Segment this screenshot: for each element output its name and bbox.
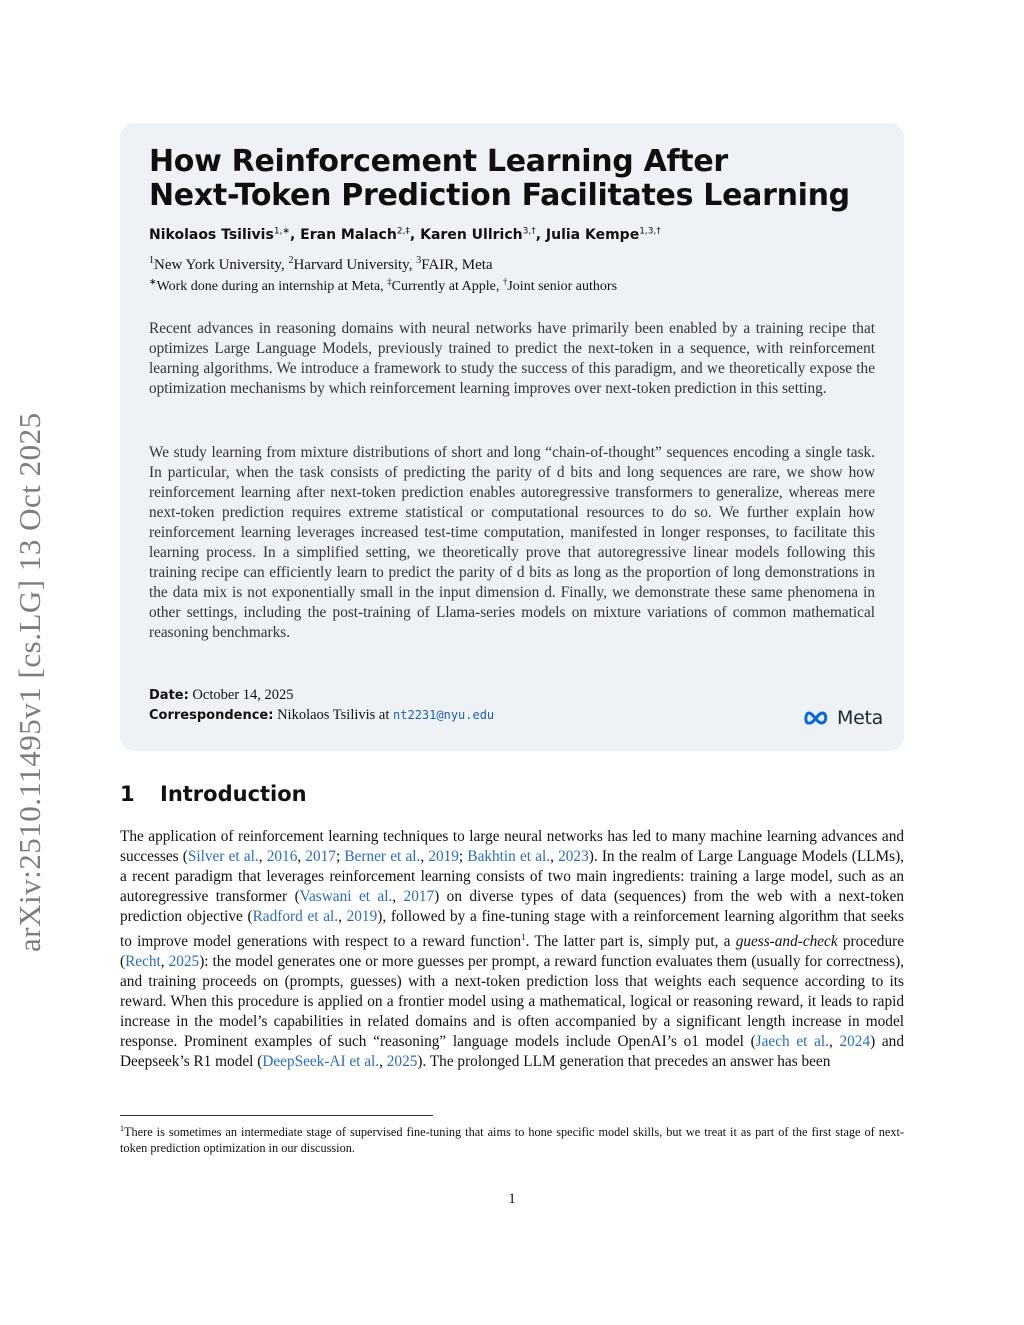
meta-infinity-icon <box>804 709 834 727</box>
abstract-paragraph-1: Recent advances in reasoning domains with neural networks have primarily been enabled by a training recipe that optimizes Large Language Models, previously trained to predict the next-token in a sequence, with reinforcement learning algorithms. We introduce a framework to study the success of this paradigm, and we theoretically expose the optimization mechanisms by which reinforcement learning improves over next-token prediction in this setting. <box>149 320 875 397</box>
citation-link[interactable]: Radford et al. <box>252 908 339 925</box>
title-line-2: Next-Token Prediction Facilitates Learning <box>149 178 850 213</box>
body-text: ), followed by a fine-tuning stage with a reinforcement learning algorithm that seeks to improve model generations with respect to a reward function <box>120 908 905 951</box>
body-text: , <box>550 848 559 865</box>
author: Karen Ullrich$^{3,\dagger}$, <box>420 226 546 243</box>
body-text: , <box>258 848 267 865</box>
author-note: ∗Work done during an internship at Meta, <box>149 276 388 294</box>
author-note: ‡Currently at Apple, <box>387 276 503 294</box>
citation-link[interactable]: Jaech et al. <box>755 1033 829 1051</box>
citation-link[interactable]: 2016 <box>266 848 298 865</box>
emphasis-text: guess-and-check <box>735 933 838 951</box>
meta-wordmark: Meta <box>837 707 883 729</box>
citation-link[interactable]: 2019 <box>346 908 378 925</box>
citation-link[interactable]: Silver et al. <box>187 848 259 865</box>
author-marks: 1,3,† <box>639 226 661 236</box>
body-text: , <box>392 888 404 905</box>
header-card <box>120 123 904 751</box>
abstract-paragraph-2: We study learning from mixture distributions of short and long “chain-of-thought” sequences encoding a single task. In particular, when the task consists of predicting the parity of d bits and long sequences are rare, we show how reinforcement learning after next-token prediction enables autoregressive transformers to generalize, whereas mere next-token prediction requires extreme statistical or computational resources to do so. We further explain how reinforcement learning leverages increased test-time computation, manifested in longer responses, to facilitate this learning process. In a simplified setting, we theoretically prove that autoregressive linear models following this training recipe can efficiently learn to predict the parity of d bits as long as the proportion of long demonstrations in the data mix is not exponentially small in the input dimension d. Finally, we demonstrate these same phenomena in other settings, including the post-training of Llama-series models on mixture variations of common mathematical reasoning benchmarks. <box>149 444 875 641</box>
body-text: procedure ( <box>120 933 904 971</box>
arxiv-identifier-stamp: arXiv:2510.11495v1 [cs.LG] 13 Oct 2025 <box>12 412 47 952</box>
author-marks: 2,‡ <box>396 226 410 236</box>
body-text: , <box>297 848 306 865</box>
affiliations <box>149 255 889 274</box>
correspondence-email-link[interactable]: nt2231@nyu.edu <box>393 708 495 722</box>
body-text: ). In the realm of Large Language Models (LLMs), a recent paradigm that leverages reinforcement learning consists of two main ingredients: training a large model, such as an autoregressive transformer ( <box>120 848 904 905</box>
citation-link[interactable]: Recht <box>125 953 161 971</box>
body-text: . The latter part is, simply put, a <box>525 933 736 951</box>
citation-link[interactable]: 2017 <box>305 848 336 865</box>
page-number: 1 <box>508 1191 516 1207</box>
citation-link[interactable]: 2017 <box>403 888 435 905</box>
footnote <box>120 1121 904 1156</box>
introduction-paragraph <box>120 827 904 1072</box>
author: Nikolaos Tsilivis$^{1,∗}$, <box>149 226 301 243</box>
section-heading <box>120 782 307 806</box>
citation-link[interactable]: DeepSeek-AI et al. <box>262 1053 380 1071</box>
author-note: †Joint senior authors <box>502 276 618 294</box>
author: Julia Kempe$^{1,3,\dagger}$ <box>545 226 661 243</box>
footnote-rule <box>120 1115 433 1116</box>
meta-logo <box>804 706 883 730</box>
body-text: , <box>420 848 429 865</box>
author: Eran Malach$^{2,\ddagger}$, <box>300 226 421 243</box>
date-value: October 14, 2025 <box>192 687 294 703</box>
section-title: Introduction <box>160 782 307 806</box>
body-text: ; <box>335 848 345 865</box>
body-text: , <box>338 908 347 925</box>
citation-link[interactable]: Berner et al. <box>344 848 421 865</box>
paper-title <box>149 145 889 213</box>
author-notes <box>149 276 889 295</box>
affiliation: $^2$Harvard University, <box>288 255 417 273</box>
affiliation: $^1$New York University, <box>149 255 289 273</box>
correspondence-label: Correspondence: <box>149 708 274 723</box>
author-list <box>149 226 889 243</box>
body-text: ) on diverse types of data (sequences) from the web with a next-token prediction objective ( <box>120 888 904 925</box>
author-marks: 3,† <box>522 226 536 236</box>
footnote-reference[interactable]: 1 <box>521 932 526 942</box>
citation-link[interactable]: 2025 <box>386 1053 418 1071</box>
body-text: ). The prolonged LLM generation that precedes an answer has been <box>417 1053 831 1071</box>
section-number: 1 <box>120 782 135 806</box>
title-line-1: How Reinforcement Learning After <box>149 144 728 179</box>
citation-link[interactable]: Vaswani et al. <box>299 888 393 905</box>
affiliation: $^3$FAIR, Meta <box>416 255 493 273</box>
body-text: ; <box>458 848 468 865</box>
correspondence-text: Nikolaos Tsilivis at <box>277 707 390 723</box>
footnote-mark: 1 <box>120 1124 124 1133</box>
citation-link[interactable]: 2023 <box>558 848 589 865</box>
date-label: Date: <box>149 688 189 703</box>
author-marks: 1,∗ <box>273 226 290 236</box>
body-text: , <box>379 1053 387 1071</box>
body-text: The application of reinforcement learning techniques to large neural networks has led to many machine learning advances and successes ( <box>120 828 904 865</box>
footnote-text: There is sometimes an intermediate stage of supervised fine-tuning that aims to hone specific model skills, but we treat it as part of the first stage of next-token prediction optimization in our discussion. <box>120 1125 904 1156</box>
citation-link[interactable]: 2025 <box>168 953 200 971</box>
body-text: ) and Deepseek’s R1 model ( <box>120 1033 904 1071</box>
citation-link[interactable]: 2019 <box>428 848 459 865</box>
citation-link[interactable]: 2024 <box>839 1033 871 1051</box>
body-text: , <box>828 1033 840 1051</box>
citation-link[interactable]: Bakhtin et al. <box>467 848 551 865</box>
correspondence-line <box>149 707 494 724</box>
date-line <box>149 687 294 704</box>
body-text: , <box>160 953 169 971</box>
body-text: ): the model generates one or more guesses per prompt, a reward function evaluates them (usually for correctness), and training proceeds on (prompts, guesses) with a next-token prediction loss that weights each sequence according to its reward. When this procedure is applied on a frontier model using a mathematical, logical or reasoning reward, it leads to rapid increase in the model’s capabilities in related domains and is often accompanied by a significant length increase in model response. Prominent examples of such “reasoning” language models include OpenAI’s o1 model ( <box>120 953 904 1051</box>
